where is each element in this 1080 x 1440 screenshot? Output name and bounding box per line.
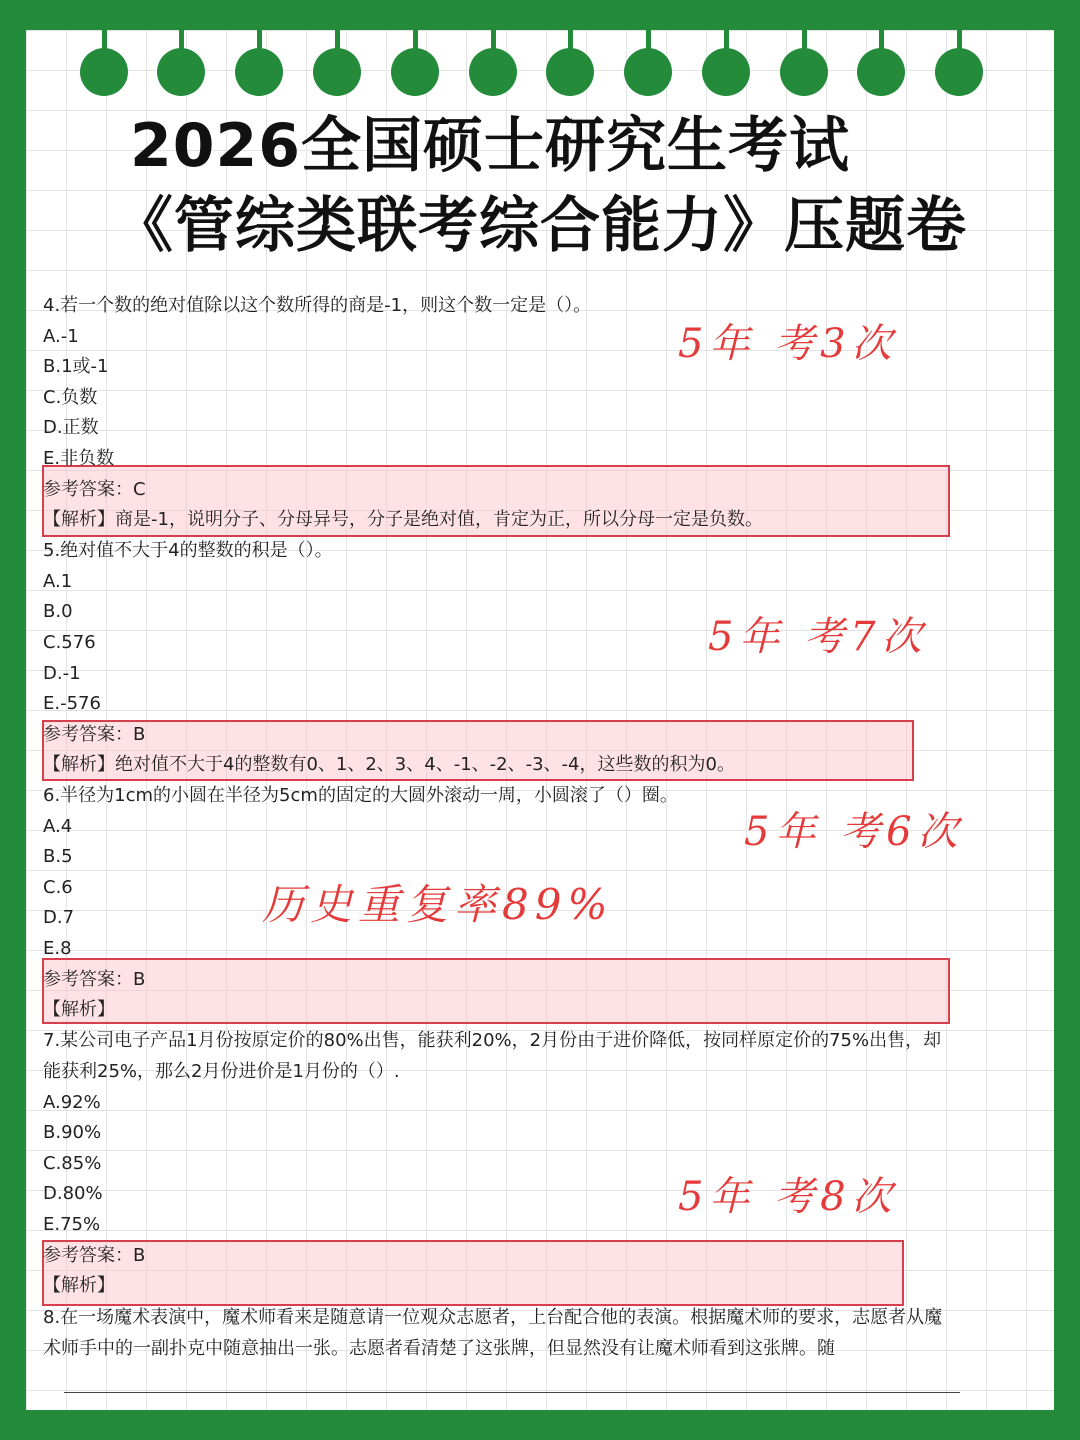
analysis-text: 【解析】 — [43, 1275, 115, 1296]
option-item: C.负数 — [43, 387, 98, 408]
analysis-text: 【解析】 — [43, 999, 115, 1020]
option-item: E.-576 — [43, 693, 101, 714]
page-title-line2: 《管综类联考综合能力》压题卷 — [113, 191, 967, 261]
option-item: D.正数 — [43, 417, 99, 438]
option-item: D.80% — [43, 1183, 103, 1204]
option-item: A.92% — [43, 1092, 101, 1113]
option-item: B.0 — [43, 601, 73, 622]
binder-ring-icon — [624, 48, 672, 96]
answer-highlight — [42, 958, 950, 1024]
binder-ring-icon — [80, 48, 128, 96]
option-item: E.75% — [43, 1214, 101, 1235]
page-title-line1: 2026全国硕士研究生考试 — [130, 111, 850, 181]
binder-ring-icon — [157, 48, 205, 96]
binder-ring-icon — [857, 48, 905, 96]
option-item: B.5 — [43, 846, 73, 867]
option-item: C.85% — [43, 1153, 102, 1174]
answer-text: 参考答案：B — [43, 1245, 146, 1266]
binder-ring-icon — [935, 48, 983, 96]
question-stem: 7.某公司电子产品1月份按原定价的80%出售，能获利20%，2月份由于进价降低，按同样原定价的75%出售，却 — [43, 1030, 942, 1051]
answer-highlight — [42, 1240, 904, 1306]
binder-ring-icon — [469, 48, 517, 96]
binder-ring-icon — [780, 48, 828, 96]
analysis-text: 【解析】绝对值不大于4的整数有0、1、2、3、4、-1、-2、-3、-4，这些数的积为0。 — [43, 754, 735, 775]
option-item: A.1 — [43, 571, 73, 592]
option-item: E.非负数 — [43, 448, 115, 469]
question-stem: 8.在一场魔术表演中，魔术师看来是随意请一位观众志愿者，上台配合他的表演。根据魔术师的要求，志愿者从魔 — [43, 1307, 943, 1328]
binder-ring-icon — [546, 48, 594, 96]
handwritten-note: 5年 考3次 — [678, 321, 898, 367]
answer-text: 参考答案：C — [43, 479, 146, 500]
question-stem: 4.若一个数的绝对值除以这个数所得的商是-1，则这个数一定是（）。 — [43, 295, 592, 316]
option-item: D.-1 — [43, 663, 81, 684]
option-item: B.1或-1 — [43, 356, 109, 377]
binder-ring-icon — [235, 48, 283, 96]
binder-ring-icon — [702, 48, 750, 96]
bottom-divider — [64, 1392, 960, 1393]
answer-text: 参考答案：B — [43, 969, 146, 990]
binder-ring-icon — [313, 48, 361, 96]
binder-ring-icon — [391, 48, 439, 96]
option-item: C.576 — [43, 632, 96, 653]
question-stem: 术师手中的一副扑克中随意抽出一张。志愿者看清楚了这张牌，但显然没有让魔术师看到这张牌。随 — [43, 1338, 835, 1359]
option-item: A.-1 — [43, 326, 79, 347]
handwritten-note: 5年 考6次 — [744, 809, 964, 855]
option-item: A.4 — [43, 816, 73, 837]
question-stem: 能获利25%，那么2月份进价是1月份的（）. — [43, 1061, 400, 1082]
question-stem: 6.半径为1cm的小圆在半径为5cm的固定的大圆外滚动一周，小圆滚了（）圈。 — [43, 785, 678, 806]
question-stem: 5.绝对值不大于4的整数的积是（）。 — [43, 540, 333, 561]
option-item: C.6 — [43, 877, 73, 898]
option-item: B.90% — [43, 1122, 102, 1143]
option-item: D.7 — [43, 907, 75, 928]
answer-text: 参考答案：B — [43, 724, 146, 745]
option-item: E.8 — [43, 938, 72, 959]
handwritten-banner-note: 历史重复率89% — [262, 880, 614, 929]
analysis-text: 【解析】商是-1，说明分子、分母异号，分子是绝对值，肯定为正，所以分母一定是负数。 — [43, 509, 763, 530]
handwritten-note: 5年 考7次 — [708, 614, 928, 660]
handwritten-note: 5年 考8次 — [678, 1174, 898, 1220]
